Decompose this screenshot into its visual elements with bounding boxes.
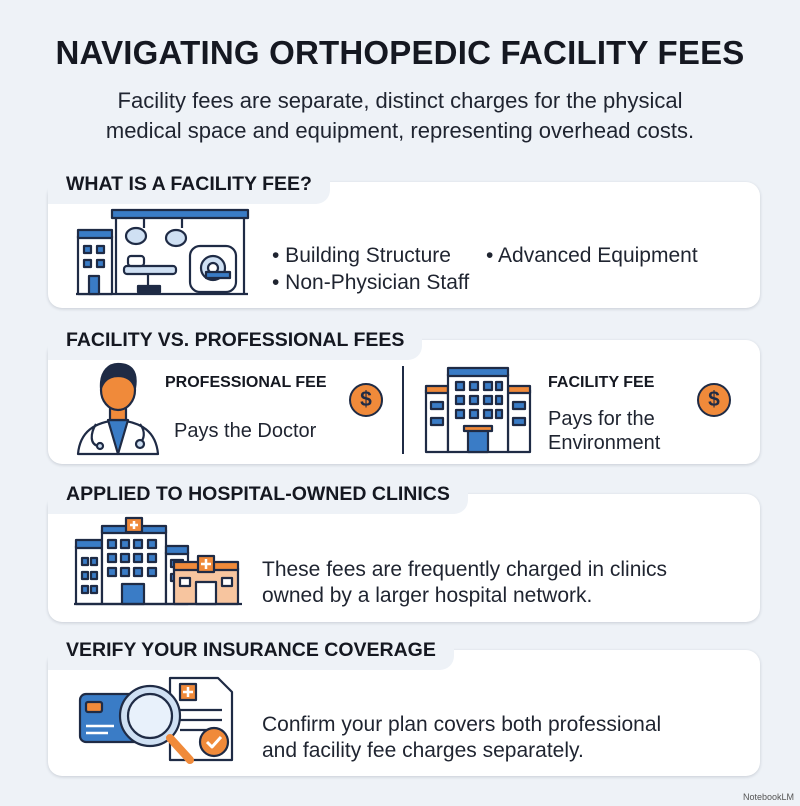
insurance-text-line-2: and facility fee charges separately. <box>262 739 584 762</box>
insurance-verification-icon <box>78 670 248 766</box>
bullet-building-structure: • Building Structure <box>272 244 451 267</box>
doctor-icon <box>72 358 164 458</box>
bullet-non-physician-staff: • Non-Physician Staff <box>272 271 470 294</box>
facility-fee-desc-line-2: Environment <box>548 432 661 454</box>
notebooklm-brand: NotebookLM <box>742 792 794 802</box>
bullet-advanced-equipment: • Advanced Equipment <box>486 244 698 267</box>
hospital-clinics-heading: APPLIED TO HOSPITAL-OWNED CLINICS <box>48 474 468 514</box>
insurance-text-line-1: Confirm your plan covers both professional <box>262 713 662 736</box>
subtitle-line-2: medical space and equipment, representing overhead costs. <box>105 118 695 143</box>
facility-fee-heading: WHAT IS A FACILITY FEE? <box>48 164 330 204</box>
page-title: NAVIGATING ORTHOPEDIC FACILITY FEES <box>55 34 745 71</box>
hospital-network-icon <box>74 516 242 608</box>
comparison-divider <box>402 366 404 454</box>
subtitle-line-1: Facility fees are separate, distinct charges for the physical <box>117 88 683 113</box>
facility-fee-desc-line-1: Pays for the <box>548 408 655 430</box>
operating-room-icon <box>72 206 252 298</box>
insurance-coverage-heading: VERIFY YOUR INSURANCE COVERAGE <box>48 630 454 670</box>
fee-comparison-heading: FACILITY VS. PROFESSIONAL FEES <box>48 320 422 360</box>
professional-fee-desc: Pays the Doctor <box>174 420 317 442</box>
facility-dollar-symbol: $ <box>708 388 720 411</box>
professional-dollar-symbol: $ <box>360 388 372 411</box>
facility-fee-label: FACILITY FEE <box>548 374 655 391</box>
page-subtitle <box>40 86 760 146</box>
hospital-clinics-text-line-2: owned by a larger hospital network. <box>262 584 593 607</box>
professional-fee-label: PROFESSIONAL FEE <box>165 374 327 391</box>
hospital-building-icon <box>424 366 532 454</box>
hospital-clinics-text-line-1: These fees are frequently charged in clinics <box>262 558 668 581</box>
